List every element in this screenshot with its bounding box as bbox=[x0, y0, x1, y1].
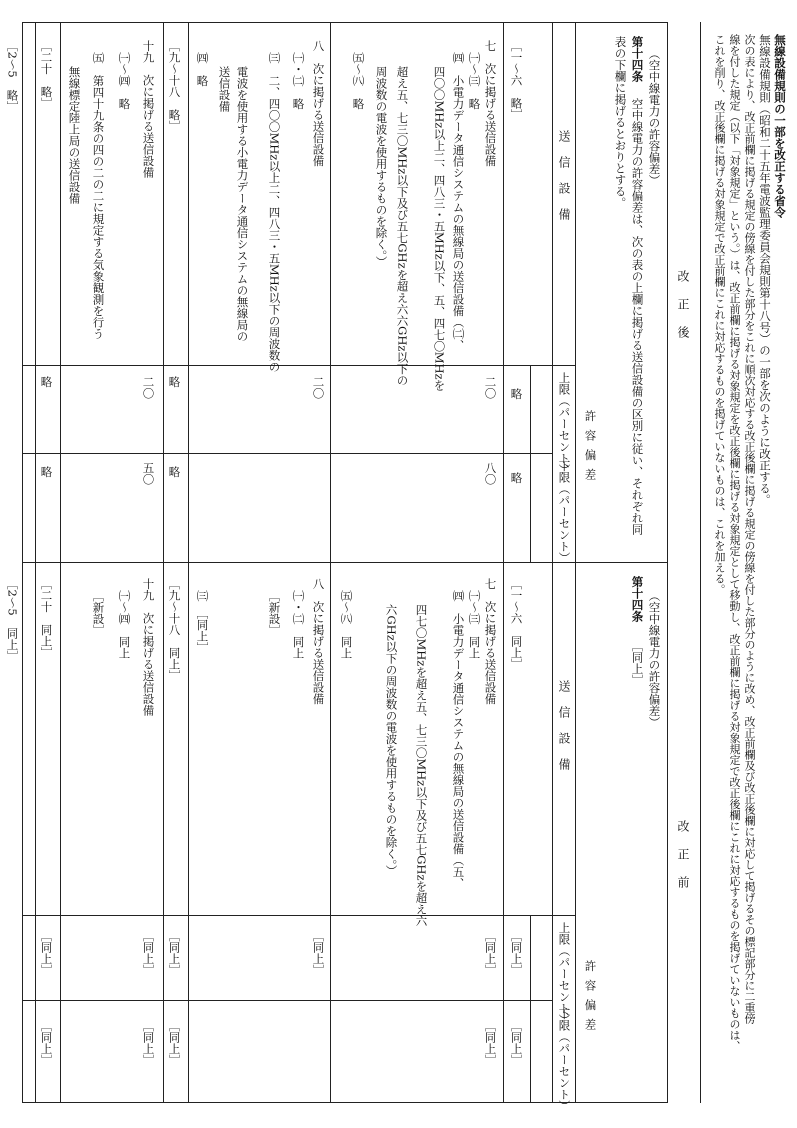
after-col-upper: 上限（パーセント） bbox=[557, 372, 572, 476]
before-row-9-18: ［九～十八 同上］ bbox=[167, 578, 182, 682]
after-article-number: 第十四条 bbox=[630, 36, 645, 82]
before-row-7 bbox=[330, 562, 331, 1102]
after-table-left bbox=[22, 22, 23, 562]
after-article-text: 空中線電力の許容偏差は、次の表の上欄に掲げる送信設備の区別に従い、それぞれ同 bbox=[630, 98, 645, 535]
after-row-20-lower: 略 bbox=[39, 466, 54, 478]
before-row-8 bbox=[188, 562, 189, 1102]
before-row-7-lower: ［同上］ bbox=[483, 1020, 498, 1066]
after-header: 改正後 bbox=[676, 270, 690, 354]
after-row-19-b: ㈠～㈣ 略 bbox=[117, 52, 132, 110]
after-row-19-d: 無線標定陸上局の送信設備 bbox=[67, 66, 82, 204]
after-row-1-6: ［一～六 略］ bbox=[509, 40, 524, 121]
before-row-20: ［二十 同上］ bbox=[39, 578, 54, 659]
after-row-8-upper: 二〇 bbox=[311, 376, 326, 399]
before-row-7-d: 四七〇MHzを超え五、七三〇MHz以下及び五七GHzを超え六 bbox=[414, 604, 429, 927]
after-row-8-a: 八 次に掲げる送信設備 bbox=[311, 40, 326, 167]
after-row-7-e: 超え五、七三〇MHz以下及び五七GHzを超え六六GHz以下の bbox=[395, 66, 410, 386]
after-row-7-upper: 二〇 bbox=[483, 376, 498, 399]
after-row-8-c: ㈢ 二、四〇〇MHz以上二、四八三・五MHz以下の周波数の bbox=[267, 52, 282, 373]
after-row-7-f: 周波数の電波を使用するものを除く。） bbox=[374, 66, 389, 268]
before-col-equipment: 送信設備 bbox=[557, 680, 571, 784]
before-header: 改正前 bbox=[676, 820, 690, 904]
after-row-8-d: 電波を使用する小電力データ通信システムの無線局の bbox=[235, 66, 250, 342]
before-table-right bbox=[575, 562, 576, 1102]
before-row-8-a: 八 次に掲げる送信設備 bbox=[311, 578, 326, 705]
after-col-divider-2 bbox=[22, 453, 553, 454]
intro-line-2: 次の表により、改正前欄に掲げる規定の傍線を付した部分をこれに順次対応する改正後欄に掲げる規定の傍線を付した部分のように改め、改正前欄及び改正後欄に対応して掲げるその標記部分に二重傍 bbox=[743, 34, 756, 1024]
after-header-divider bbox=[552, 22, 553, 562]
intro-divider bbox=[700, 22, 701, 1103]
after-caption: （空中線電力の許容偏差） bbox=[647, 48, 662, 186]
after-row-20 bbox=[35, 22, 36, 562]
after-col-lower: 下限（パーセント） bbox=[557, 460, 572, 564]
before-row-8-upper: ［同上］ bbox=[311, 930, 326, 976]
after-paragraphs-2-5: ［2～5 略］ bbox=[5, 40, 20, 113]
before-col-divider-2 bbox=[22, 1000, 553, 1001]
before-row-19-c: ［新設］ bbox=[91, 590, 106, 636]
before-row-19-b: ㈠～㈣ 同上 bbox=[117, 590, 132, 659]
before-row-7-g: ㈤～㈧ 同上 bbox=[339, 590, 354, 659]
after-row-1 bbox=[503, 22, 504, 562]
before-article-number: 第十四条 bbox=[630, 576, 645, 622]
before-col-lower: 下限（パーセント） bbox=[557, 1008, 572, 1112]
after-row-7-lower: 八〇 bbox=[483, 462, 498, 485]
after-row-1-6-upper: 略 bbox=[509, 388, 524, 400]
intro-line-3: 線を付した規定（以下「対象規定」という。）は、改正前欄に掲げる対象規定を改正後欄に掲げる対象規定として移動し、改正前欄に掲げる対象規定で改正後欄にこれに対応するものを掲げていないものは、 bbox=[728, 34, 741, 1052]
after-col-divider bbox=[22, 365, 576, 366]
before-row-9-18-upper: ［同上］ bbox=[167, 930, 182, 976]
after-col-equipment: 送信設備 bbox=[557, 130, 571, 234]
frame-top bbox=[22, 22, 668, 23]
after-row-20: ［二十 略］ bbox=[39, 40, 54, 109]
after-row-7-d: 四〇〇MHz以上二、四八三・五MHz以下、五、四七〇MHzを bbox=[432, 66, 447, 392]
after-col-tolerance: 許容偏差 bbox=[583, 410, 598, 488]
before-table-left bbox=[22, 562, 23, 1102]
after-row-19 bbox=[60, 22, 61, 562]
before-row-7-b: ㈠～㈢ 同上 bbox=[467, 590, 482, 659]
before-row-1-6-upper: ［同上］ bbox=[509, 930, 524, 976]
before-row-9 bbox=[163, 562, 164, 1102]
intro-line-4: これを削り、改正後欄に掲げる対象規定で改正前欄にこれに対応するものを掲げていないものは、これを加える。 bbox=[713, 34, 726, 595]
before-row-19-a: 十九 次に掲げる送信設備 bbox=[141, 578, 156, 716]
before-row-7-e: 六GHz以下の周波数の電波を使用するものを除く。） bbox=[384, 604, 399, 877]
after-row-9 bbox=[163, 22, 164, 562]
after-row-7-a: 七 次に掲げる送信設備 bbox=[483, 40, 498, 167]
before-article-text: ［同上］ bbox=[630, 640, 645, 686]
before-row-1-6-lower: ［同上］ bbox=[509, 1020, 524, 1066]
before-row-8-b: ㈠・㈡ 同上 bbox=[291, 590, 306, 659]
after-row-8-f: ㈣ 略 bbox=[195, 52, 210, 87]
after-row-7 bbox=[330, 22, 331, 562]
after-row-9-18-lower: 略 bbox=[167, 466, 182, 478]
before-header-divider bbox=[552, 562, 553, 1102]
before-row-20-lower: ［同上］ bbox=[39, 1020, 54, 1066]
after-row-7-c: ㈣ 小電力データ通信システムの無線局の送信設備（㈡、 bbox=[451, 52, 466, 351]
after-row-19-c: ㈤ 第四十九条の四の二の二に規定する気象観測を行う bbox=[91, 52, 106, 340]
before-row-1-6: ［一～六 同上］ bbox=[509, 578, 524, 670]
after-row-8 bbox=[188, 22, 189, 562]
before-caption: （空中線電力の許容偏差） bbox=[647, 590, 662, 728]
before-row-9-18-lower: ［同上］ bbox=[167, 1020, 182, 1066]
before-row-19 bbox=[60, 562, 61, 1102]
after-row-9-18: ［九～十八 略］ bbox=[167, 40, 182, 132]
before-row-1 bbox=[503, 562, 504, 1102]
before-row-7-a: 七 次に掲げる送信設備 bbox=[483, 578, 498, 705]
before-row-20 bbox=[35, 562, 36, 1102]
before-row-7-upper: ［同上］ bbox=[483, 930, 498, 976]
after-sub-divider bbox=[530, 365, 531, 562]
before-sub-divider bbox=[530, 915, 531, 1102]
after-row-9-18-upper: 略 bbox=[167, 376, 182, 388]
after-row-20-upper: 略 bbox=[39, 376, 54, 388]
before-row-8-f: ㈢ ［同上］ bbox=[195, 590, 210, 654]
before-col-upper: 上限（パーセント） bbox=[557, 922, 572, 1026]
before-col-tolerance: 許容偏差 bbox=[583, 960, 598, 1038]
after-row-8-e: 送信設備 bbox=[217, 66, 232, 112]
before-row-19-upper: ［同上］ bbox=[141, 930, 156, 976]
after-row-19-upper: 二〇 bbox=[141, 376, 156, 399]
before-row-7-c: ㈣ 小電力データ通信システムの無線局の送信設備（五、 bbox=[451, 590, 466, 889]
before-row-8-c: ［新設］ bbox=[267, 590, 282, 636]
before-paragraphs-2-5: ［2～5 同上］ bbox=[5, 578, 20, 662]
intro-title: 無線設備規則の一部を改正する省令 bbox=[773, 34, 787, 218]
intro-line-1: 無線設備規則（昭和二十五年電波監理委員会規則第十八号）の一部を次のように改正する。 bbox=[758, 34, 772, 506]
after-table-right bbox=[575, 22, 576, 562]
after-row-8-b: ㈠・㈡ 略 bbox=[291, 52, 306, 110]
after-row-1-6-lower: 略 bbox=[509, 472, 524, 484]
before-row-20-upper: ［同上］ bbox=[39, 930, 54, 976]
after-row-19-lower: 五〇 bbox=[141, 462, 156, 485]
after-article-text-2: 表の下欄に掲げるとおりとする。 bbox=[613, 36, 628, 209]
after-row-7-g: ㈤～㈧ 略 bbox=[351, 52, 366, 110]
before-col-divider bbox=[22, 915, 576, 916]
after-row-19-a: 十九 次に掲げる送信設備 bbox=[141, 40, 156, 178]
after-row-7-b: ㈠～㈢ 略 bbox=[467, 52, 482, 110]
before-row-19-lower: ［同上］ bbox=[141, 1020, 156, 1066]
